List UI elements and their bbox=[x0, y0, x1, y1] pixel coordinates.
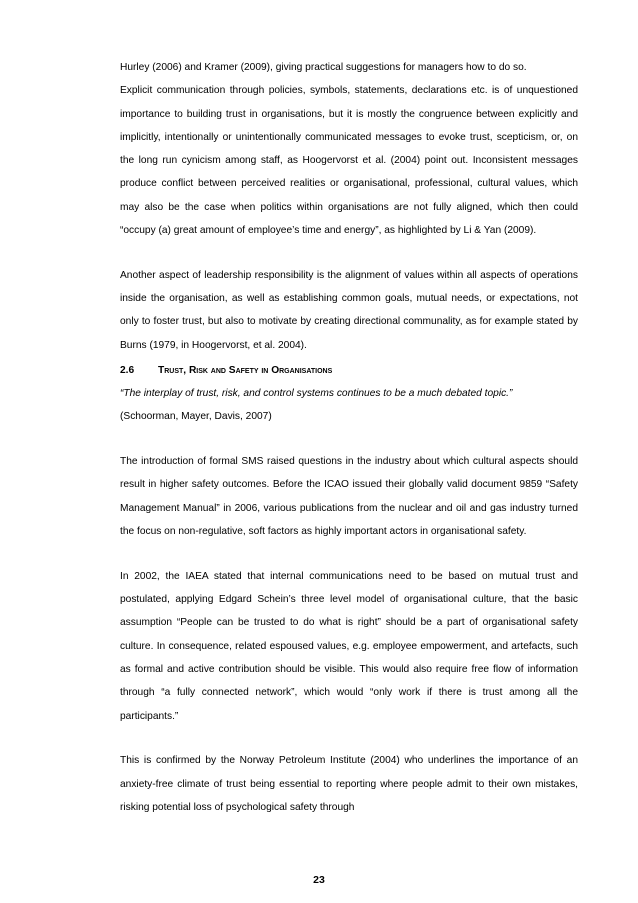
paragraph-sms-introduction: The introduction of formal SMS raised questions in the industry about which cultural aspects should result in higher safety outcomes. Before the ICAO issued their globally valid document 9859 “Safety Management Manual” in 2006, various publications from the nuclear and oil and gas industry turned the focus on non-regulative, soft factors as highly important actors in organisational safety. bbox=[120, 456, 578, 538]
paragraph-norway-petroleum: This is confirmed by the Norway Petroleum Institute (2004) who underlines the importance of an anxiety-free climate of trust being essential to reporting where people admit to their own mistakes, risking potential loss of psychological safety through bbox=[120, 755, 578, 814]
page-number: 23 bbox=[313, 874, 325, 886]
paragraph-leadership-alignment: Another aspect of leadership responsibility is the alignment of values within all aspects of operations inside the organisation, as well as establishing common goals, mutual needs, or expectations, not only to foster trust, but also to motivate by creating directional communality, as for example stated by Burns (1979, in Hoogervorst, et al. 2004). bbox=[120, 269, 578, 351]
section-title: Trust, Risk and Safety in Organisations bbox=[158, 365, 333, 377]
paragraph-explicit-communication: Explicit communication through policies, symbols, statements, declarations etc. is of unquestioned importance to building trust in organisations, but it is mostly the congruence between explicitly and implicitly, intentionally or unintentionally communicated messages to evoke trust, scepticism, or, on the long run cynicism among staff, as Hoogervorst et al. (2004) point out. Inconsistent messages produce conflict between perceived realities or organisational, professional, cultural values, which may also be the case when politics within organisations are not fully aligned, which then could “occupy (a) great amount of employee’s time and energy”, as highlighted by Li & Yan (2009). bbox=[120, 85, 578, 237]
section-number: 2.6 bbox=[120, 365, 135, 377]
paragraph-iaea-2002: In 2002, the IAEA stated that internal communications need to be based on mutual trust and postulated, applying Edgard Schein’s three level model of organisational culture, that the basic assumption “People can be trusted to do what is right” should be a part of organisational safety culture. In consequence, related espoused values, e.g. employee empowerment, and artefacts, such as formal and active contribution should be visible. This would also require free flow of information through “a fully connected network”, which would “only work if there is trust among all the participants.” bbox=[120, 570, 578, 722]
section-heading bbox=[120, 360, 578, 382]
document-page bbox=[120, 56, 578, 819]
epigraph-quote: “The interplay of trust, risk, and control systems continues to be a much debated topic.” bbox=[120, 388, 513, 400]
epigraph-citation: (Schoorman, Mayer, Davis, 2007) bbox=[120, 411, 272, 423]
paragraph-intro-continued: Hurley (2006) and Kramer (2009), giving practical suggestions for managers how to do so. bbox=[120, 62, 527, 73]
